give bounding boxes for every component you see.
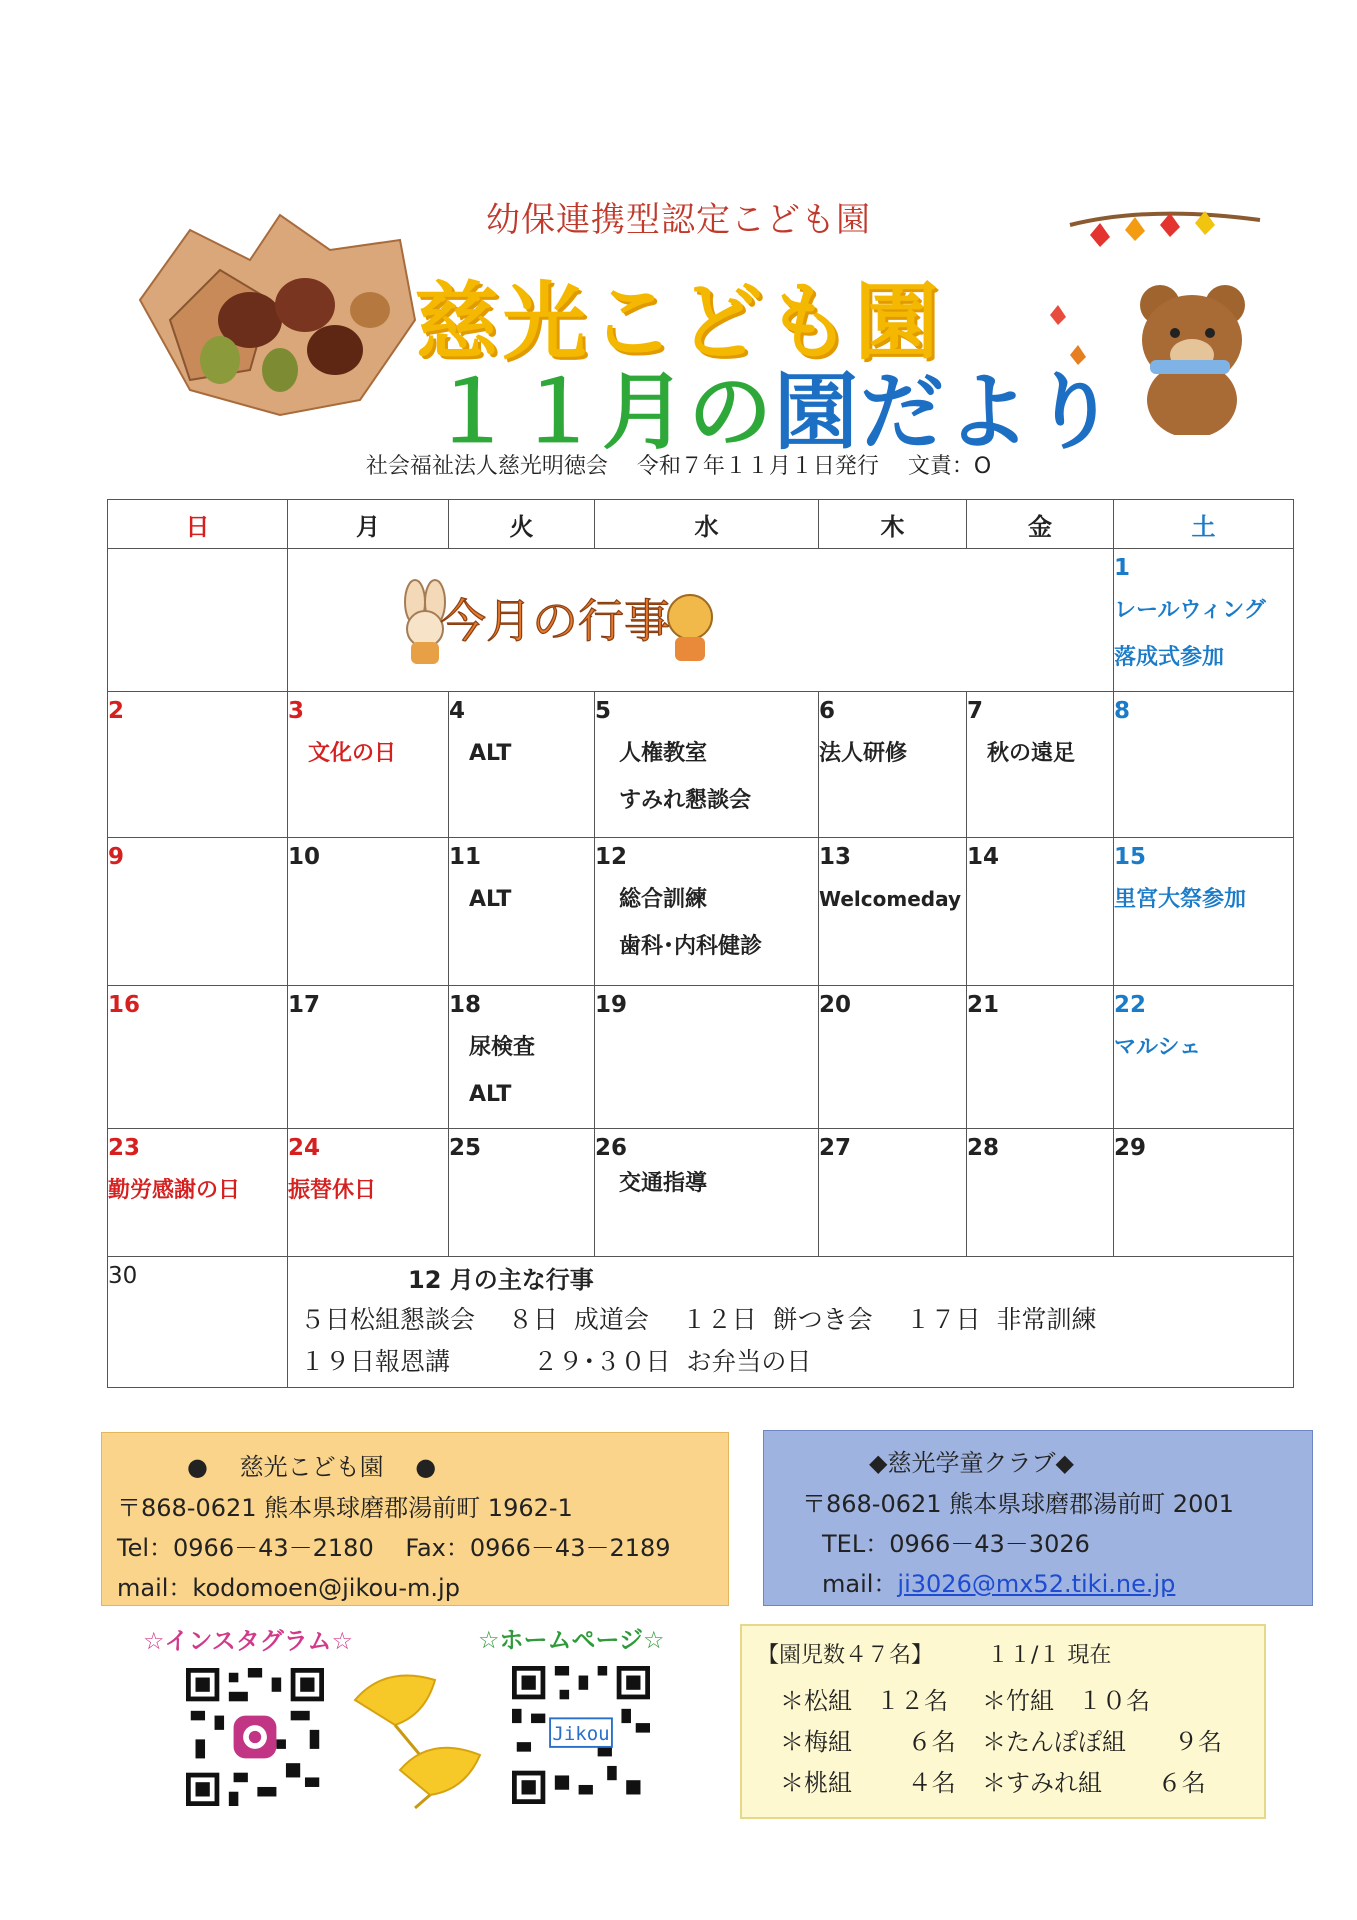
day-cell-10 (288, 838, 449, 986)
day-cell-24 (288, 1129, 449, 1257)
day-cell-23 (108, 1129, 288, 1257)
day-cell-28 (967, 1129, 1114, 1257)
newsletter-title-month: １１月の (430, 363, 775, 461)
event-text: 交通指導 (619, 1171, 708, 1196)
day-number: 3 (288, 698, 305, 724)
day-cell-6 (819, 692, 967, 838)
december-events-line: ５日松組懇談会 ８日 成道会 １２日 餅つき会 １７日 非常訓練 (300, 1305, 1097, 1334)
day-number: 29 (1114, 1135, 1147, 1161)
class-count-tanpopo: ＊たんぽぽ組 ９名 (982, 1728, 1222, 1756)
day-cell-8 (1114, 692, 1294, 838)
december-events-cell (288, 1257, 1294, 1388)
day-cell-29 (1114, 1129, 1294, 1257)
class-count-ume: ＊梅組 ６名 (780, 1728, 956, 1756)
day-number: 17 (288, 992, 321, 1018)
day-number: 14 (967, 844, 1000, 870)
calendar-week-5 (108, 1129, 1294, 1257)
kodomoen-name: ● 慈光こども園 ● (187, 1453, 437, 1481)
class-count-momo: ＊桃組 ４名 (780, 1769, 956, 1797)
day-number: 2 (108, 698, 125, 724)
day-number: 25 (449, 1135, 482, 1161)
day-cell-27 (819, 1129, 967, 1257)
day-number: 13 (819, 844, 852, 870)
day-cell-25 (449, 1129, 595, 1257)
day-number: 23 (108, 1135, 141, 1161)
weekday-fri: 金 (967, 500, 1114, 549)
class-count-take: ＊竹組 １０名 (982, 1687, 1150, 1715)
gakudo-mail-link[interactable]: ji3026@mx52.tiki.ne.jp (897, 1570, 1176, 1598)
event-text: 里宮大祭参加 (1114, 887, 1247, 912)
day-number: 28 (967, 1135, 1000, 1161)
day-cell-12 (595, 838, 819, 986)
day-cell-18 (449, 986, 595, 1129)
day-number: 21 (967, 992, 1000, 1018)
enrollment-count-box (740, 1624, 1266, 1819)
kodomoen-address: 〒868-0621 熊本県球磨郡湯前町 1962-1 (117, 1494, 573, 1522)
kodomoen-contact-box (101, 1432, 729, 1606)
day-cell-15 (1114, 838, 1294, 986)
gakudo-address: 〒868-0621 熊本県球磨郡湯前町 2001 (802, 1490, 1234, 1518)
day-cell-3 (288, 692, 449, 838)
day-number: 30 (108, 1263, 138, 1289)
day-cell-4 (449, 692, 595, 838)
weekday-mon: 月 (288, 500, 449, 549)
event-text: 人権教室 (619, 741, 708, 766)
gakudo-mail (822, 1564, 1175, 1599)
day-number: 12 (595, 844, 628, 870)
gakudo-tel: TEL：0966－43－3026 (822, 1530, 1090, 1558)
day-number: 9 (108, 844, 125, 870)
enrollment-total: 【園児数４７名】 (757, 1643, 934, 1668)
calendar-week-6 (108, 1257, 1294, 1388)
day-number: 5 (595, 698, 612, 724)
december-events-line: １９日報恩講 ２９･３０日 お弁当の日 (300, 1347, 812, 1376)
event-text: ALT (469, 1082, 512, 1107)
day-cell-13 (819, 838, 967, 986)
weekday-wed: 水 (595, 500, 819, 549)
day-number: 4 (449, 698, 466, 724)
class-count-matsu: ＊松組 １２名 (780, 1687, 948, 1715)
day-number: 8 (1114, 698, 1131, 724)
gakudo-mail-label: mail： (822, 1570, 898, 1598)
homepage-qr-code[interactable] (512, 1666, 650, 1804)
day-number: 20 (819, 992, 852, 1018)
day-cell-1 (1114, 549, 1294, 692)
day-cell-22 (1114, 986, 1294, 1129)
class-count-sumire: ＊すみれ組 ６名 (982, 1769, 1206, 1797)
event-text: ALT (469, 887, 512, 912)
day-number: 7 (967, 698, 984, 724)
day-cell-30 (108, 1257, 288, 1388)
event-text: レールウィング (1114, 598, 1266, 623)
day-cell-7 (967, 692, 1114, 838)
event-text: マルシェ (1114, 1035, 1202, 1060)
kodomoen-tel-fax: Tel：0966－43－2180 Fax：0966－43－2189 (117, 1534, 671, 1562)
weekday-thu: 木 (819, 500, 967, 549)
kindergarten-name-title: 慈光こども園 (414, 273, 943, 371)
day-number: 6 (819, 698, 836, 724)
day-number: 22 (1114, 992, 1147, 1018)
event-text: 秋の遠足 (987, 741, 1076, 766)
ginkgo-leaves-illustration (345, 1660, 485, 1810)
day-number: 15 (1114, 844, 1147, 870)
publisher-line: 社会福祉法人慈光明徳会 令和７年１１月１日発行 文責：O (365, 454, 992, 479)
day-cell-14 (967, 838, 1114, 986)
day-number: 11 (449, 844, 482, 870)
monthly-events-badge (385, 567, 725, 667)
homepage-qr-label: Jikou (552, 1723, 610, 1746)
event-text: ALT (469, 741, 512, 766)
event-text: すみれ懇談会 (619, 788, 752, 813)
event-text: 総合訓練 (619, 887, 708, 912)
newsletter-title-text: 園だより (774, 363, 1119, 461)
newsletter-title (430, 345, 1118, 466)
event-text: 歯科･内科健診 (619, 934, 763, 959)
weekday-header-row (108, 500, 1294, 549)
homepage-label: ☆ホームページ☆ (478, 1626, 665, 1654)
calendar-week-2 (108, 692, 1294, 838)
day-cell-9 (108, 838, 288, 986)
day-cell-20 (819, 986, 967, 1129)
instagram-qr-code[interactable] (186, 1668, 324, 1806)
calendar-week-3 (108, 838, 1294, 986)
day-cell-17 (288, 986, 449, 1129)
monthly-events-badge-text: 今月の行事 (440, 594, 670, 648)
gakudo-name: ◆慈光学童クラブ◆ (869, 1449, 1074, 1477)
day-number: 16 (108, 992, 141, 1018)
event-text: 勤労感謝の日 (108, 1178, 241, 1203)
kodomoen-mail: mail：kodomoen@jikou-m.jp (117, 1574, 460, 1602)
day-cell-21 (967, 986, 1114, 1129)
day-number: 10 (288, 844, 321, 870)
day-cell-26 (595, 1129, 819, 1257)
event-text: 尿検査 (469, 1035, 536, 1060)
december-events-title: 12 月の主な行事 (408, 1266, 594, 1294)
subtitle: 幼保連携型認定こども園 (486, 200, 871, 240)
event-text: 振替休日 (288, 1178, 377, 1203)
day-number: 19 (595, 992, 628, 1018)
gakudo-contact-box (763, 1430, 1313, 1606)
event-text: 法人研修 (819, 741, 908, 766)
day-number: 27 (819, 1135, 852, 1161)
day-cell-11 (449, 838, 595, 986)
instagram-label: ☆インスタグラム☆ (143, 1627, 354, 1655)
weekday-sat: 土 (1114, 500, 1294, 549)
day-number: 24 (288, 1135, 321, 1161)
enrollment-as-of: １１/１ 現在 (987, 1643, 1112, 1668)
day-number: 1 (1114, 555, 1131, 581)
day-cell-empty (108, 549, 288, 692)
event-text: 落成式参加 (1114, 645, 1225, 670)
day-cell-5 (595, 692, 819, 838)
day-cell-19 (595, 986, 819, 1129)
event-text: 文化の日 (308, 741, 397, 766)
event-text: Welcomeday (819, 887, 962, 911)
day-cell-2 (108, 692, 288, 838)
day-number: 26 (595, 1135, 628, 1161)
calendar-week-4 (108, 986, 1294, 1129)
weekday-tue: 火 (449, 500, 595, 549)
day-number: 18 (449, 992, 482, 1018)
day-cell-16 (108, 986, 288, 1129)
weekday-sun: 日 (108, 500, 288, 549)
